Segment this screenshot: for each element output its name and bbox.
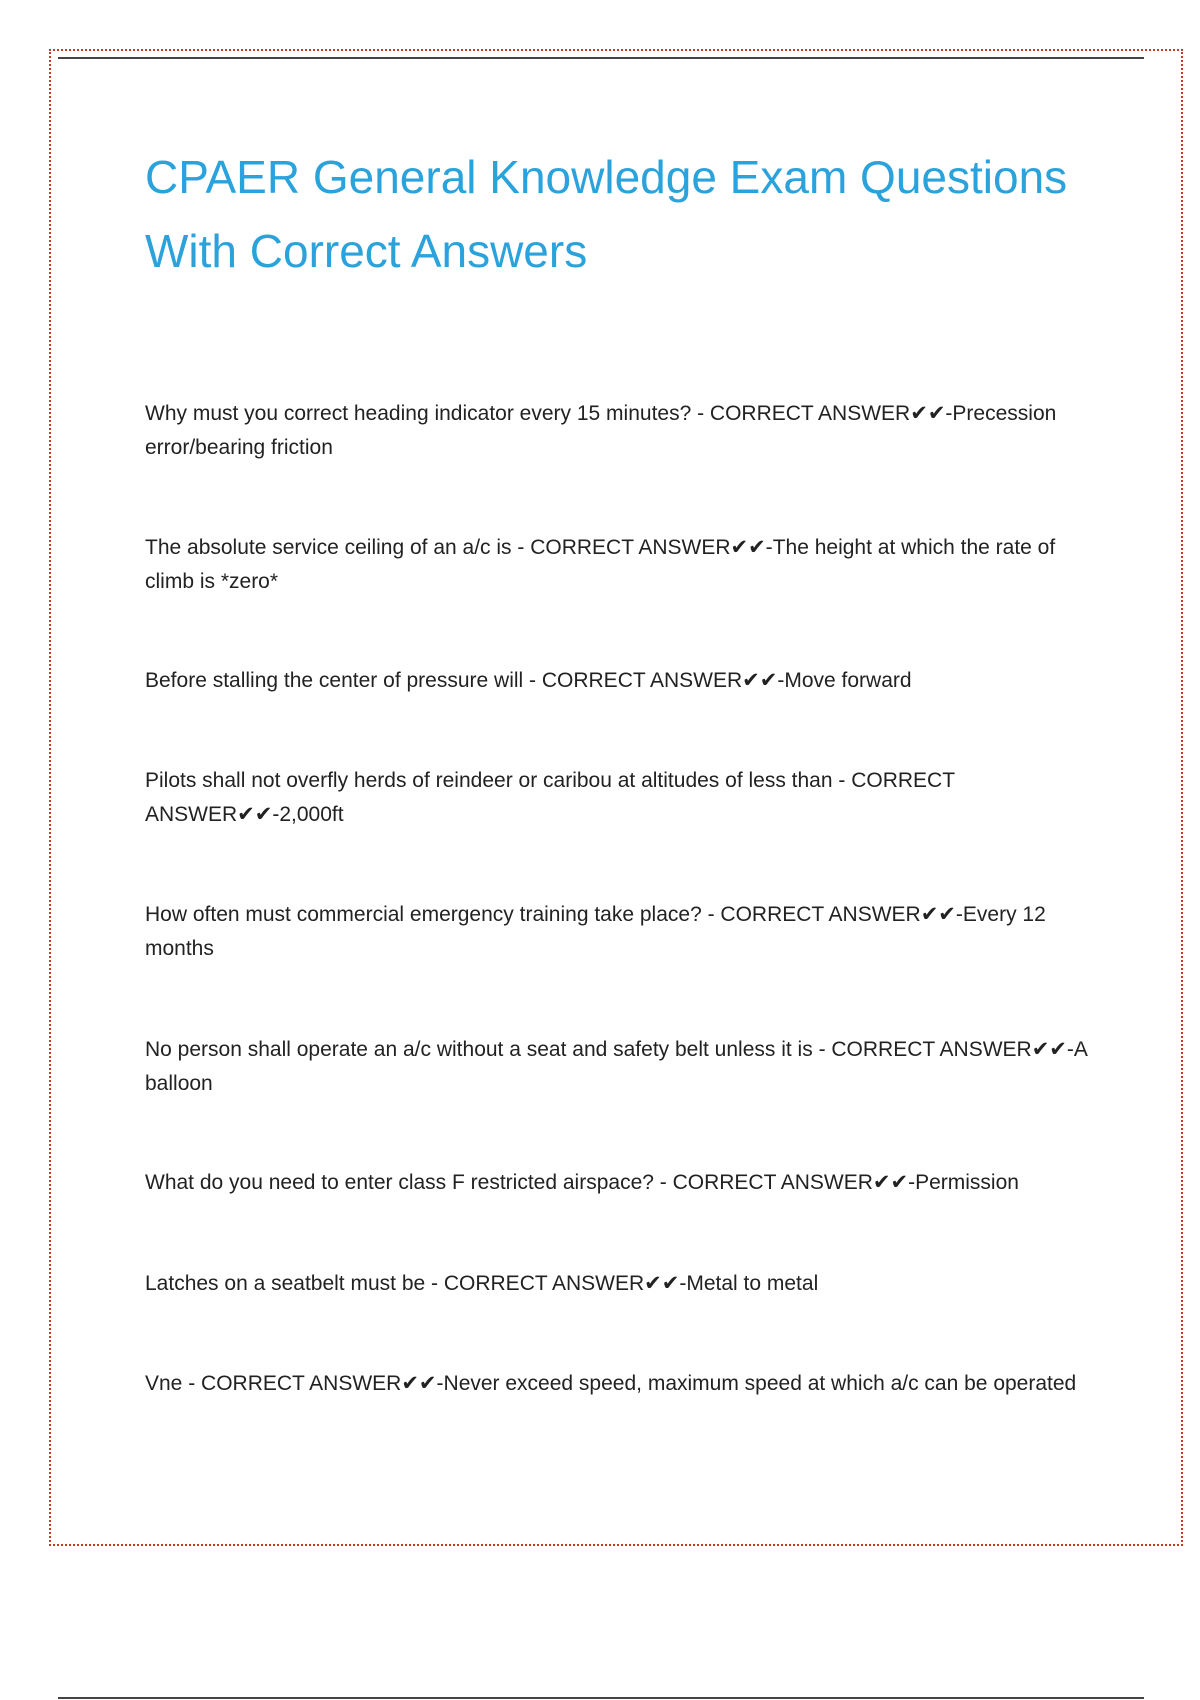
question-text: How often must commercial emergency training take place? — [145, 903, 702, 926]
qa-item — [145, 1267, 1095, 1301]
answer-label: - CORRECT ANSWER✔✔- — [812, 1038, 1074, 1061]
question-text: Pilots shall not overfly herds of reindeer or caribou at altitudes of less than — [145, 769, 833, 792]
qa-item — [145, 664, 1095, 698]
document-title: CPAER General Knowledge Exam Questions With Correct Answers — [145, 151, 1068, 277]
header-rule — [58, 57, 1144, 59]
footer-rule — [58, 1697, 1144, 1699]
question-text: What do you need to enter class F restricted airspace? — [145, 1171, 654, 1194]
answer-text: The height at which the rate of climb is *zero* — [145, 536, 1056, 593]
answer-label: - CORRECT ANSWER✔✔- — [523, 669, 785, 692]
question-text: Before stalling the center of pressure will — [145, 669, 524, 692]
answer-label: - CORRECT ANSWER✔✔- — [691, 402, 953, 425]
answer-text: Precession error/bearing friction — [145, 402, 1057, 459]
question-text: Vne — [145, 1372, 183, 1395]
answer-label: - CORRECT ANSWER✔✔- — [511, 536, 773, 559]
answer-text: A balloon — [145, 1038, 1087, 1095]
answer-text: 2,000ft — [279, 803, 344, 826]
answer-label: - CORRECT ANSWER✔✔- — [425, 1272, 687, 1295]
qa-item — [145, 1367, 1095, 1401]
answer-text: Move forward — [784, 669, 912, 692]
answer-text: Never exceed speed, maximum speed at which a/c can be operated — [443, 1372, 1077, 1395]
question-text: The absolute service ceiling of an a/c is — [145, 536, 512, 559]
question-text: No person shall operate an a/c without a seat and safety belt unless it is — [145, 1038, 813, 1061]
answer-text: Metal to metal — [686, 1272, 819, 1295]
qa-item — [145, 764, 1095, 832]
answer-label: - CORRECT ANSWER✔✔- — [182, 1372, 444, 1395]
qa-item — [145, 1166, 1095, 1200]
answer-label: - CORRECT ANSWER✔✔- — [145, 769, 955, 826]
answer-text: Every 12 months — [145, 903, 1046, 960]
answer-label: - CORRECT ANSWER✔✔- — [701, 903, 963, 926]
answer-text: Permission — [915, 1171, 1019, 1194]
answer-label: - CORRECT ANSWER✔✔- — [653, 1171, 916, 1194]
qa-item — [145, 397, 1095, 465]
qa-item — [145, 531, 1095, 599]
qa-item — [145, 1033, 1095, 1101]
qa-item — [145, 898, 1095, 966]
question-text: Why must you correct heading indicator every 15 minutes? — [145, 402, 692, 425]
question-text: Latches on a seatbelt must be — [145, 1272, 426, 1295]
